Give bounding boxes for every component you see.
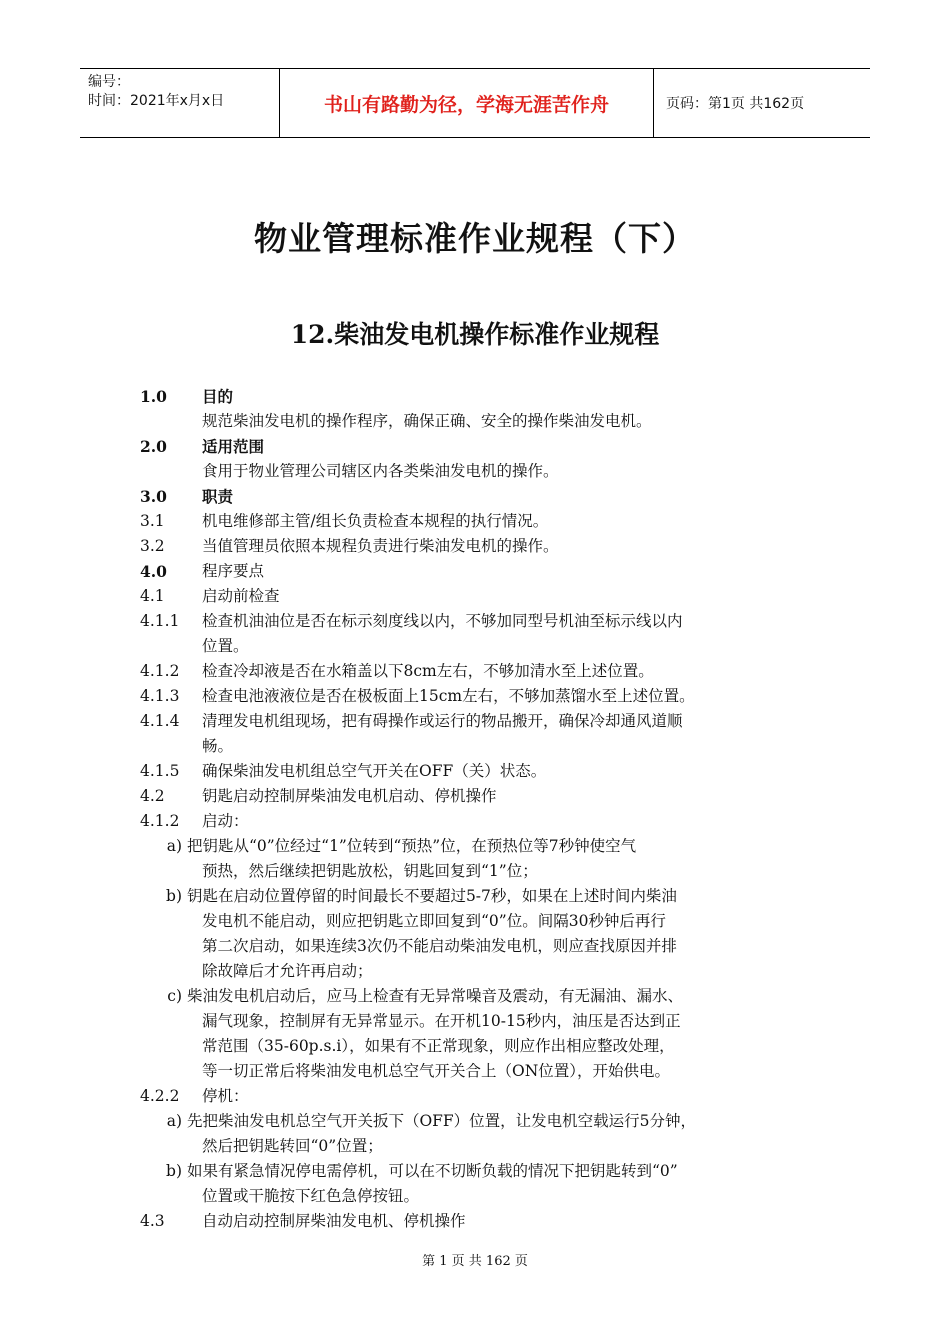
item-3-2 [140, 534, 820, 559]
sub-item-text: 把钥匙从“0”位经过“1”位转到“预热”位，在预热位等7秒钟使空气 [186, 837, 637, 855]
section-number: 2.0 [140, 437, 167, 456]
sub-item-label: b) [166, 887, 182, 905]
item-text: 自动启动控制屏柴油发电机、停机操作 [202, 1212, 466, 1230]
sub-item-text: 先把柴油发电机总空气开关扳下（OFF）位置，让发电机空载运行5分钟， [186, 1112, 697, 1130]
item-number: 4.1.2 [140, 812, 180, 830]
item-text: 确保柴油发电机组总空气开关在OFF（关）状态。 [202, 762, 547, 780]
section-heading: 目的 [202, 387, 234, 406]
item-number: 4.1.4 [140, 712, 180, 730]
header-motto: 书山有路勤为径，学海无涯苦作舟 [280, 69, 654, 137]
paragraph: 食用于物业管理公司辖区内各类柴油发电机的操作。 [202, 462, 559, 480]
item-text: 启动前检查 [202, 587, 280, 605]
item-continuation: 畅。 [202, 737, 234, 755]
item-continuation: 位置。 [202, 637, 249, 655]
item-text: 当值管理员依照本规程负责进行柴油发电机的操作。 [202, 537, 559, 555]
item-text: 检查机油油位是否在标示刻度线以内，不够加同型号机油至标示线以内 [202, 612, 683, 630]
section-1 [140, 384, 820, 409]
item-text: 清理发电机组现场，把有碍操作或运行的物品搬开，确保冷却通风道顺 [202, 712, 683, 730]
section-2 [140, 434, 820, 459]
item-continuation: 常范围（35-60p.s.i），如果有不正常现象，则应作出相应整改处理， [202, 1037, 675, 1055]
header-page-info: 页码：第1页 共162页 [666, 96, 805, 112]
sub-item-text: 钥匙在启动位置停留的时间最长不要超过5-7秒，如果在上述时间内柴油 [186, 887, 677, 905]
number-label: 编号： [88, 74, 130, 90]
sub-item-stop-a [140, 1109, 820, 1134]
item-continuation: 等一切正常后将柴油发电机总空气开关合上（ON位置），开始供电。 [202, 1062, 671, 1080]
sub-item-text: 柴油发电机启动后，应马上检查有无异常噪音及震动，有无漏油、漏水、 [186, 987, 683, 1005]
item-number: 4.3 [140, 1212, 165, 1230]
item-continuation: 然后把钥匙转回“0”位置； [202, 1137, 383, 1155]
item-continuation: 发电机不能启动，则应把钥匙立即回复到“0”位。间隔30秒钟后再行 [202, 912, 666, 930]
item-number: 4.2 [140, 787, 165, 805]
item-number: 4.2.2 [140, 1087, 180, 1105]
item-4-1-3 [140, 684, 820, 709]
sub-item-a [140, 834, 820, 859]
sub-item-stop-b [140, 1159, 820, 1184]
item-4-1-2 [140, 659, 820, 684]
item-text: 检查电池液液位是否在极板面上15cm左右，不够加蒸馏水至上述位置。 [202, 687, 695, 705]
item-text: 停机： [202, 1087, 249, 1105]
item-number: 4.1.5 [140, 762, 180, 780]
section-3 [140, 484, 820, 509]
sub-item-text: 如果有紧急情况停电需停机，可以在不切断负载的情况下把钥匙转到“0” [186, 1162, 678, 1180]
sub-item-c [140, 984, 820, 1009]
item-4-2-2 [140, 1084, 820, 1109]
sub-item-label: a) [166, 837, 182, 855]
item-continuation: 第二次启动，如果连续3次仍不能启动柴油发电机，则应查找原因并排 [202, 937, 677, 955]
sub-item-label: b) [166, 1162, 182, 1180]
sub-item-b [140, 884, 820, 909]
item-4-2 [140, 784, 820, 809]
section-heading: 职责 [202, 487, 234, 506]
item-text: 钥匙启动控制屏柴油发电机启动、停机操作 [202, 787, 497, 805]
item-text: 机电维修部主管/组长负责检查本规程的执行情况。 [202, 512, 549, 530]
item-3-1 [140, 509, 820, 534]
section-number: 1.0 [140, 387, 167, 406]
section-number: 4.0 [140, 562, 167, 581]
section-heading: 适用范围 [202, 437, 265, 456]
item-continuation: 除故障后才允许再启动； [202, 962, 373, 980]
item-number: 3.1 [140, 512, 165, 530]
section-number: 3.0 [140, 487, 167, 506]
item-number: 4.1.2 [140, 662, 180, 680]
section-4 [140, 559, 820, 584]
item-4-3 [140, 1209, 820, 1234]
item-4-1 [140, 584, 820, 609]
item-text: 启动： [202, 812, 249, 830]
item-number: 3.2 [140, 537, 165, 555]
item-continuation: 预热，然后继续把钥匙放松，钥匙回复到“1”位； [202, 862, 538, 880]
item-continuation: 漏气现象，控制屏有无异常显示。在开机10-15秒内，油压是否达到正 [202, 1012, 681, 1030]
item-number: 4.1 [140, 587, 165, 605]
item-4-1-5 [140, 759, 820, 784]
item-startup [140, 809, 820, 834]
item-4-1-4 [140, 709, 820, 734]
item-text: 检查冷却液是否在水箱盖以下8cm左右，不够加清水至上述位置。 [202, 662, 654, 680]
time-label: 时间：2021年x月x日 [88, 93, 225, 109]
paragraph: 规范柴油发电机的操作程序，确保正确、安全的操作柴油发电机。 [202, 412, 652, 430]
document-body [140, 384, 820, 1234]
item-number: 4.1.1 [140, 612, 180, 630]
section-title: 12.柴油发电机操作标准作业规程 [290, 320, 660, 349]
page-footer: 第 1 页 共 162 页 [422, 1254, 528, 1269]
page-header [80, 68, 870, 138]
item-continuation: 位置或干脆按下红色急停按钮。 [202, 1187, 420, 1205]
sub-item-label: c) [167, 987, 182, 1005]
sub-item-label: a) [166, 1112, 182, 1130]
section-heading: 程序要点 [202, 562, 265, 580]
item-number: 4.1.3 [140, 687, 180, 705]
item-4-1-1 [140, 609, 820, 634]
header-meta [80, 69, 280, 137]
document-title: 物业管理标准作业规程（下） [254, 219, 696, 258]
